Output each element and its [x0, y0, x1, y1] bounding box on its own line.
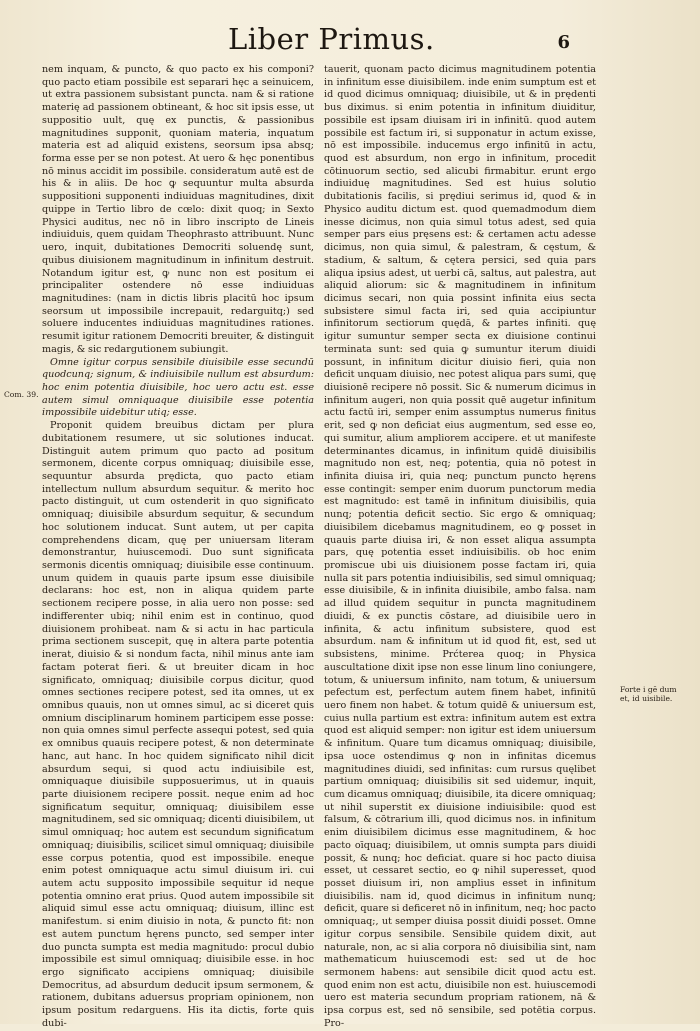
- margin-note-left: Com. 39.: [4, 390, 39, 399]
- lemma-paragraph: Omne igitur corpus sensibile diuisibile esse secundū quodcunq; signum, & indiuisibile nullum est absurdum: hoc enim potentia diuisibile, hoc uero actu est. esse autem simul omniquaque diuisibile esse potentia impossibile uidebitur utiq; esse.: [42, 356, 314, 419]
- running-title: Liber Primus.: [228, 22, 435, 56]
- margin-note-right: Forte i gē dum et, id uisibile.: [620, 685, 677, 703]
- left-column: [42, 64, 314, 1031]
- paragraph: nem inquam, & puncto, & quo pacto ex his componi? quo pacto etiam possibile est separari hęc a seinuicem, ut extra passionem subsistant puncta. nam & si ratione materię ad passionem obtineant, & hoc sit ipsis esse, ut suppositio uult, quę ex punctis, & passionibus magnitudines supponit, quoniam materia, inquatum materia est ad aliquid existens, seorsum ipsa absq; forma esse per se non potest. At uero & hęc ponentibus nō minus accidit im possibile. consideratum autē est de his & in aliis. De hoc ꝙ sequuntur multa absurda suppositioni supponenti indiuiduas magnitudines, dixit quippe in Tertio libro de cœlo: dixit quoq; in Sexto Physici auditus, nec nō in libro inscripto de Lineis indiuiduis, quem quidam Theophrasto attribuunt. Nunc uero, inquit, dubitationes Democriti soluendę sunt, quibus diuisionem magnitudinum in infinitum destruit. Notandum igitur est, ꝙ nunc non est positum ei principaliter ostendere nō esse indiuiduas magnitudines: (nam in dictis libris placitū hoc ipsum seorsum ut impossibile increpauit, redarguitq;) sed soluere inducentes indiuiduas magnitudines rationes. resumit igitur rationem Democriti breuiter, & distinguit magis, & sic redargutionem subiungit.: [42, 64, 314, 355]
- right-column: [324, 64, 596, 1031]
- paragraph: Proponit quidem breuibus dictam per plura dubitationem resumere, ut sic solutiones inducat. Distinguit autem primum quo pacto ad positum sermonem, dicente corpus omniquaq; diuisibile esse, sequuntur absurda prędicta, quo pacto etiam intellectum nullum absurdum sequitur. & merito hoc pacto distinguit, ut cum ostenderit in quo significato omniquaq; diuisibile absurdum sequitur, & secundum hoc solutionem inducat. Sunt autem, ut per capita comprehendens dicam, quę per uniuersam literam demonstrantur, huiuscemodi. Duo sunt significata sermonis dicentis omniquaq; diuisibile esse continuum. unum quidem in quauis parte ipsum esse diuisibile declarans: hoc est, non in aliqua quidem parte sectionem recipere posse, in alia uero non posse: sed indifferenter ubiq; nihil enim est in continuo, quod diuisionem prohibeat. nam & si actu in hac particula prima sectionem suscepit, quę in altera parte potentia inerat, diuisio & si nondum facta, nihil minus ante iam factam poterat fieri. & ut breuiter dicam in hoc significato, omniquaq; diuisibile corpus dicitur, quod omnes sectiones recipere potest, sed ita omnes, ut ex omnibus quauis, non ut omnes simul, ac si diceret quis omnium disciplinarum hominem participem esse posse: non quia omnes simul perfecte assequi potest, sed quia ex omnibus quauis recipere potest, & non determinate hanc, aut hanc. In hoc quidem significato nihil dicit absurdum sequi, si quod actu indiuisibile est, omniquaque diuisibile supposuerimus, ut in quauis parte diuisionem recipere possit. neque enim ad hoc significatum sequitur, omniquaq; diuisibilem esse magnitudinem, sed sic omniquaq; dicenti diuisibilem, ut simul omniquaq; hoc autem est secundum significatum omniquaq; diuisibilis, scilicet simul omniquaq; diuisibile esse corpus potentia, quod est impossibile. eneque enim potest omniquaque actu simul diuisum iri. cui autem actu supposito impossibile sequitur id neque potentia omnino erat prius. Quod autem impossibile sit aliquid simul esse actu omniquaq; diuisum, illinc est manifestum. si enim diuisio in nota, & puncto fit: non est autem punctum hęrens puncto, sed semper inter duo puncta sumpta est media magnitudo: procul dubio impossibile est simul omniquaq; diuisibile esse. in hoc ergo significato accipiens omniquaq; diuisibile Democritus, ad absurdum deducit ipsum sermonem, & rationem, dubitans aduersus propriam opinionem, non ipsum positum redarguens. His ita dictis, forte quis dubi-: [42, 420, 314, 1029]
- folio-number: 6: [557, 32, 570, 53]
- paragraph: tauerit, quonam pacto dicimus magnitudinem potentia in infinitum esse diuisibilem. inde enim sumptum est et id quod dicimus omniquaq; diuisibile, ut & in prędenti bus diximus. si enim potentia in infinitum diuiditur, possibile est ipsam diuisam iri in infinitū. quod autem possibile est factum iri, si supponatur in actum exisse, nō est impossibile. inducemus ergo infinitū in actu, quod est absurdum, non ergo in infinitum, procedit cōtinuorum sectio, sed alicubi firmabitur. erunt ergo indiuiduę magnitudines. Sed est huius solutio dubitationis facilis, si prędiui serimus id, quod & in Physico auditu dictum est. quod quemadmodum diem inesse dicimus, non quia simul totus adest, sed quia semper pars eius pręsens est: & certamen actu adesse dicimus, non quia simul, & palestram, & cęstum, & stadium, & saltum, & cętera persici, sed quia pars aliqua ipsius adest, ut uerbi cā, saltus, aut palestra, aut aliquid aliorum: sic & magnitudinem in infinitum dicimus secari, non quia possint infinita eius secta subsistere simul facta iri, sed quia accipiuntur infinitorum sectiorum quędā, & partes infiniti. quę igitur sumuntur semper secta ex diuisione continui terminata sunt: sed quia ꝙ sumuntur iterum diuidi possunt, in infinitum dicitur diuisio fieri, quia non deficit unquam diuisio, nec potest aliqua pars sumi, quę diuisionē recipere nō possit. Sic & numerum dicimus in infinitum augeri, non quia possit quē augetur infinitum actu factū iri, semper enim assumptus numerus finitus erit, sed ꝙ non deficiat eius augmentum, sed esse eo, qui sumitur, alium ampliorem accipere. et ut manifeste determinantes dicamus, in infinitum quidē diuisibilis magnitudo non est, neq; potentia, quia nō potest in infinita diuisa iri, quia neq; punctum puncto hęrens esse contingit: semper enim duorum punctorum media est magnitudo: est tamē in infinitum diuisibilis, quia nunq; potentia deficit sectio. Sic ergo & omniquaq; diuisibilem dicebamus magnitudinem, eo ꝙ posset in quauis parte diuisa iri, & non esset aliqua assumpta pars, quę potentia esset indiuisibilis. ob hoc enim promiscue ubi uis diuisionem posse factam iri, quia nulla sit pars potentia indiuisibilis, sed simul omniquaq; esse diuisibile, & in infinita diuisibile, ambo falsa. nam ad illud quidem sequitur in puncta magnitudinem diuidi, & ex punctis cōstare, ad diuisibile uero in infinita, & actu infinitum subsistere, quod est absurdum. nam & infinitum ut id quod fit, est, sed ut subsistens, minime. Prćterea quoq; in Physica auscultatione dixit ipse non esse linum lino coniungere, totum, & uniuersum infinito, nam totum, & uniuersum pefectum est, perfectum autem finem habet, infinitū uero finem non habet. & totum quidē & uniuersum est, cuius nulla partium est extra: infinitum autem est extra quod est aliquid semper: non igitur est idem uniuersum & infinitum. Quare tum dicamus omniquaq; diuisibile, ipsa uoce ostendimus ꝙ non in infinitas dicemus magnitudines diuidi, sed infinitas: cum rursus quęlibet partium omniquaq; diuisibilis sit sed uidemur, inquit, cum dicamus omniquaq; diuisibile, ita dicere omniquaq; ut nihil superstit ex diuisione indiuisibile: quod est falsum, & cōtrarium illi, quod dicimus nos. in infinitum enim diuisibilem dicimus esse magnitudinem, & hoc pacto oīquaq; diuisibilem, ut omnis sumpta pars diuidi possit, & nunq; hoc deficiat. quare si hoc pacto diuisa esset, ut cessaret sectio, eo ꝙ nihil superesset, quod posset diuisum iri, non amplius esset in infinitum diuisibilis. nam id, quod dicimus in infinitum nunq; deficit, quare si deficeret nō in infinitum, neq; hoc pacto omniquaq;, ut semper diuisa possit diuidi posset. Omne igitur corpus sensibile. Sensibile quidem dixit, aut naturale, non, ac si alia corpora nō diuisibilia sint, nam mathematicum huiuscemodi est: sed ut de hoc sermonem habens: aut sensibile dicit quod actu est. quod enim non est actu, diuisibile non est. huiuscemodi uero est materia secundum propriam rationem, nā & ipsa corpus est, sed nō sensibile, sed potētia corpus. Pro-: [324, 64, 596, 1029]
- page-header: [0, 22, 700, 62]
